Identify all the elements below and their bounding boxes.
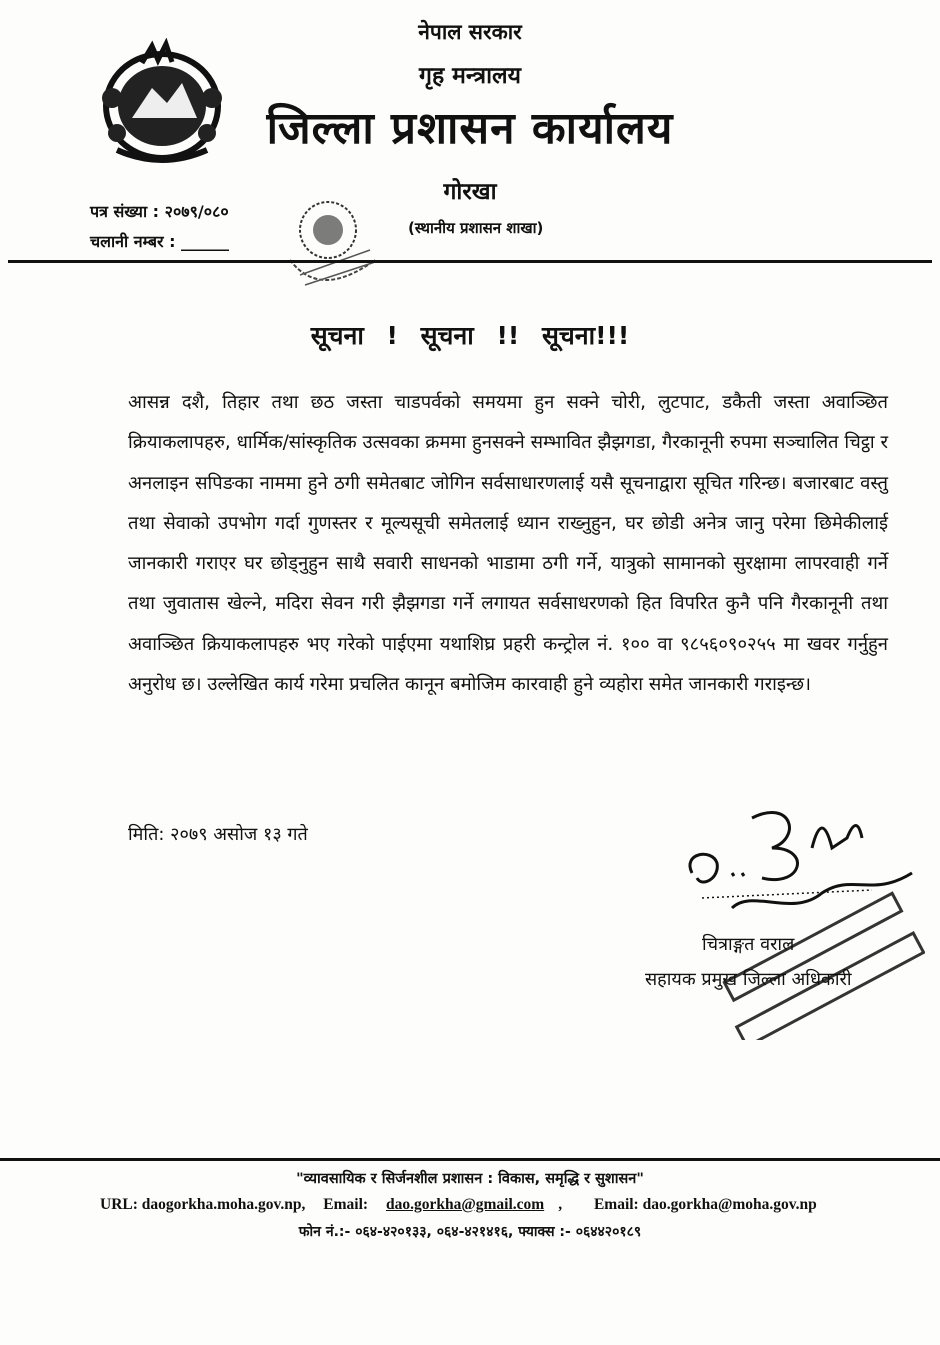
header-divider <box>8 260 932 263</box>
signatory-designation: सहायक प्रमुख जिल्ला अधिकारी <box>645 969 852 990</box>
official-seal-icon <box>715 880 925 1040</box>
gmail-address[interactable] <box>323 1196 576 1213</box>
notice-date: मिति: २०७९ असोज १३ गते <box>128 824 308 845</box>
footer-phone-fax: फोन नं.:- ०६४-४२०१३३, ०६४-४२१४१६, फ्याक्स :- ०६४४२०१८९ <box>298 1224 642 1240</box>
website-url[interactable]: URL: daogorkha.moha.gov.np, <box>100 1196 306 1213</box>
government-name: नेपाल सरकार <box>418 20 522 44</box>
dispatch-number: चलानी नम्बर : ______ <box>90 232 230 251</box>
footer-contact-line <box>100 1196 831 1214</box>
footer-slogan: "व्यावसायिक र सिर्जनशील प्रशासन : विकास, समृद्धि र सुशासन" <box>296 1171 644 1187</box>
district-name: गोरखा <box>443 179 497 205</box>
branch-name: (स्थानीय प्रशासन शाखा) <box>408 219 544 237</box>
letter-number: पत्र संख्या : २०७९/०८० <box>90 202 229 221</box>
footer-divider <box>0 1158 940 1161</box>
ministry-name: गृह मन्त्रालय <box>419 63 521 89</box>
office-title: जिल्ला प्रशासन कार्यालय <box>266 103 674 154</box>
government-email[interactable]: Email: dao.gorkha@moha.gov.np <box>593 1196 817 1213</box>
email-separator: , <box>558 1196 563 1213</box>
notice-body: आसन्न दशै, तिहार तथा छठ जस्ता चाडपर्वको समयमा हुन सक्ने चोरी, लुटपाट, डकैती जस्ता अवाञ्छित क्रियाकलापहरु, धार्मिक/सांस्कृतिक उत्सवका क्रममा हुनसक्ने सम्भावित झैझगडा, गैरकानूनी रुपमा सञ्चालित चिट्ठा र अनलाइन सपिङका नाममा हुने ठगी समेतबाट जोगिन सर्वसाधारणलाई यसै सूचनाद्वारा सूचित गरिन्छ। बजारबाट वस्तु तथा सेवाको उपभोग गर्दा गुणस्तर र मूल्यसूची समेतलाई ध्यान राख्नुहुन, घर छोडी अनेत्र जानु परेमा छिमेकीलाई जानकारी गराएर घर छोड्नुहुन साथै सवारी साधनको भाडामा ठगी गर्ने, यात्रुको सामानको सुरक्षामा लापरवाही गर्ने तथा जुवातास खेल्ने, मदिरा सेवन गरी झैझगडा गर्ने लगायत सर्वसाधरणको हित विपरित कुनै पनि गैरकानूनी तथा अवाञ्छित क्रियाकलापहरु भए गरेको पाईएमा यथाशिघ्र प्रहरी कन्ट्रोल नं. १०० वा ९८५६०९०२५५ मा खवर गर्नुहुन अनुरोध छ। उल्लेखित कार्य गरेमा प्रचलित कानून बमोजिम कारवाही हुने व्यहोरा समेत जानकारी गराइन्छ। <box>128 392 888 696</box>
office-stamp-icon <box>280 190 400 305</box>
notice-title: सूचना ! सूचना !! सूचना!!! <box>310 321 630 350</box>
email-label: Email: <box>323 1196 369 1213</box>
gmail-link[interactable]: dao.gorkha@gmail.com <box>385 1196 545 1213</box>
signatory-name: चित्राङ्गत वराल <box>702 934 795 955</box>
